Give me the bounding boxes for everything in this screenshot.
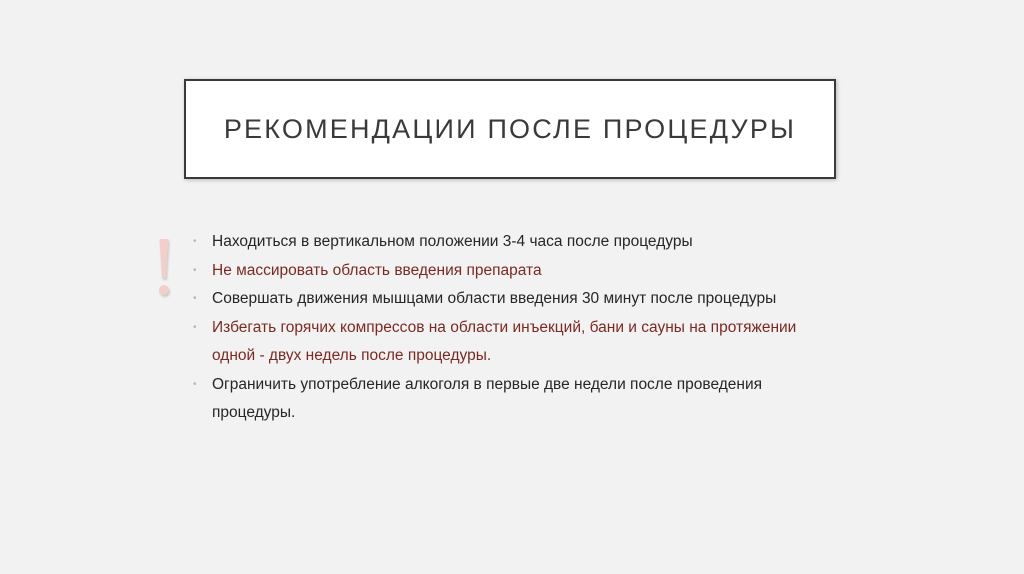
exclamation-mark-icon: ! bbox=[150, 220, 178, 313]
bullet-dot-icon: • bbox=[193, 378, 197, 390]
list-item bbox=[193, 285, 813, 314]
recommendations-list bbox=[193, 228, 813, 428]
bullet-dot-icon: • bbox=[193, 264, 197, 276]
list-item-text: Ограничить употребление алкоголя в первые две недели после проведения процедуры. bbox=[212, 375, 763, 421]
bullet-dot-icon: • bbox=[193, 293, 197, 304]
list-item bbox=[193, 314, 813, 371]
list-item-text: Не массировать область введения препарата bbox=[212, 261, 542, 279]
bullet-dot-icon: • bbox=[193, 236, 197, 247]
list-item-text: Совершать движения мышцами области введения 30 минут после процедуры bbox=[212, 290, 777, 307]
list-item bbox=[193, 228, 813, 257]
list-item-text: Избегать горячих компрессов на области инъекций, бани и сауны на протяжении одной - двух недель после процедуры. bbox=[212, 318, 797, 364]
list-item bbox=[193, 371, 813, 428]
list-item bbox=[193, 257, 813, 286]
bullet-dot-icon: • bbox=[193, 321, 197, 333]
slide-title: РЕКОМЕНДАЦИИ ПОСЛЕ ПРОЦЕДУРЫ bbox=[223, 113, 797, 144]
list-item-text: Находиться в вертикальном положении 3-4 часа после процедуры bbox=[212, 233, 693, 250]
title-box bbox=[184, 79, 836, 179]
